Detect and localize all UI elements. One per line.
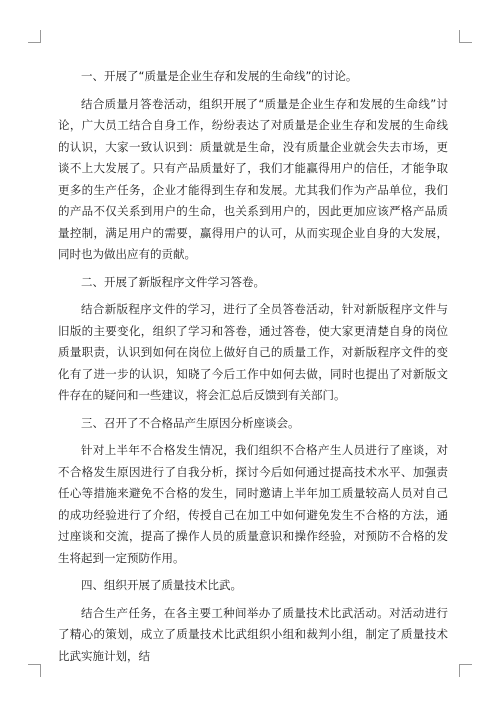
section-heading-1: 一、开展了“质量是企业生存和发展的生命线”的讨论。 [81, 69, 358, 83]
section-heading-4: 四、组织开展了质量技术比武。 [81, 578, 242, 592]
corner-mark-bottom-left [28, 664, 41, 677]
body-paragraph-3: 针对上半年不合格发生情况，我们组织不合格产生人员进行了座谈，对不合格发生原因进行了自我分析，探讨今后如何通过提高技术水平、加强责任心等措施来避免不合格的发生，同时邀请上半年加工质量较高人员对自己的成功经验进行了介绍，传授自己在加工中如何避免发生不合格的方法，通过座谈和交流，提高了操作人员的质量意识和操作经验，对预防不合格的发生将起到一定预防作用。 [58, 443, 448, 565]
section-heading-2: 二、开展了新版程序文件学习答卷。 [81, 274, 265, 289]
corner-mark-top-right [459, 30, 472, 43]
document-body [58, 66, 448, 673]
body-paragraph-4: 结合生产任务，在各主要工种间举办了质量技术比武活动。对活动进行了精心的策划，成立了质量技术比武组织小组和裁判小组，制定了质量技术比武实施计划，结 [58, 605, 448, 663]
section-heading-3: 三、召开了不合格品产生原因分析座谈会。 [81, 415, 300, 430]
body-paragraph-1: 结合质量月答卷活动，组织开展了“质量是企业生存和发展的生命线”讨论，广大员工结合自身工作，纷纷表达了对质量是企业生存和发展的生命线的认识，大家一致认识到：质量就是生命，没有质量企业就会失去市场，更谈不上大发展了。只有产品质量好了，我们才能赢得用户的信任，才能争取更多的生产任务，企业才能得到生存和发展。尤其我们作为产品单位，我们的产品不仅关系到用户的生命，也关系到用户的，因此更加应该严格产品质量控制，满足用户的需要，赢得用户的认可，从而实现企业自身的大发展，同时也为做出应有的贡献。 [58, 96, 448, 261]
corner-mark-top-left [28, 30, 41, 43]
body-paragraph-2: 结合新版程序文件的学习，进行了全员答卷活动，针对新版程序文件与旧版的主要变化，组织了学习和答卷，通过答卷，使大家更清楚自身的岗位质量职责，认识到如何在岗位上做好自己的质量工作，对新版程序文件的变化有了进一步的认识，知晓了今后工作中如何去做，同时也提出了对新版文件存在的疑问和一些建议，将会汇总后反馈到有关部门。 [58, 302, 448, 402]
corner-mark-bottom-right [459, 664, 472, 677]
